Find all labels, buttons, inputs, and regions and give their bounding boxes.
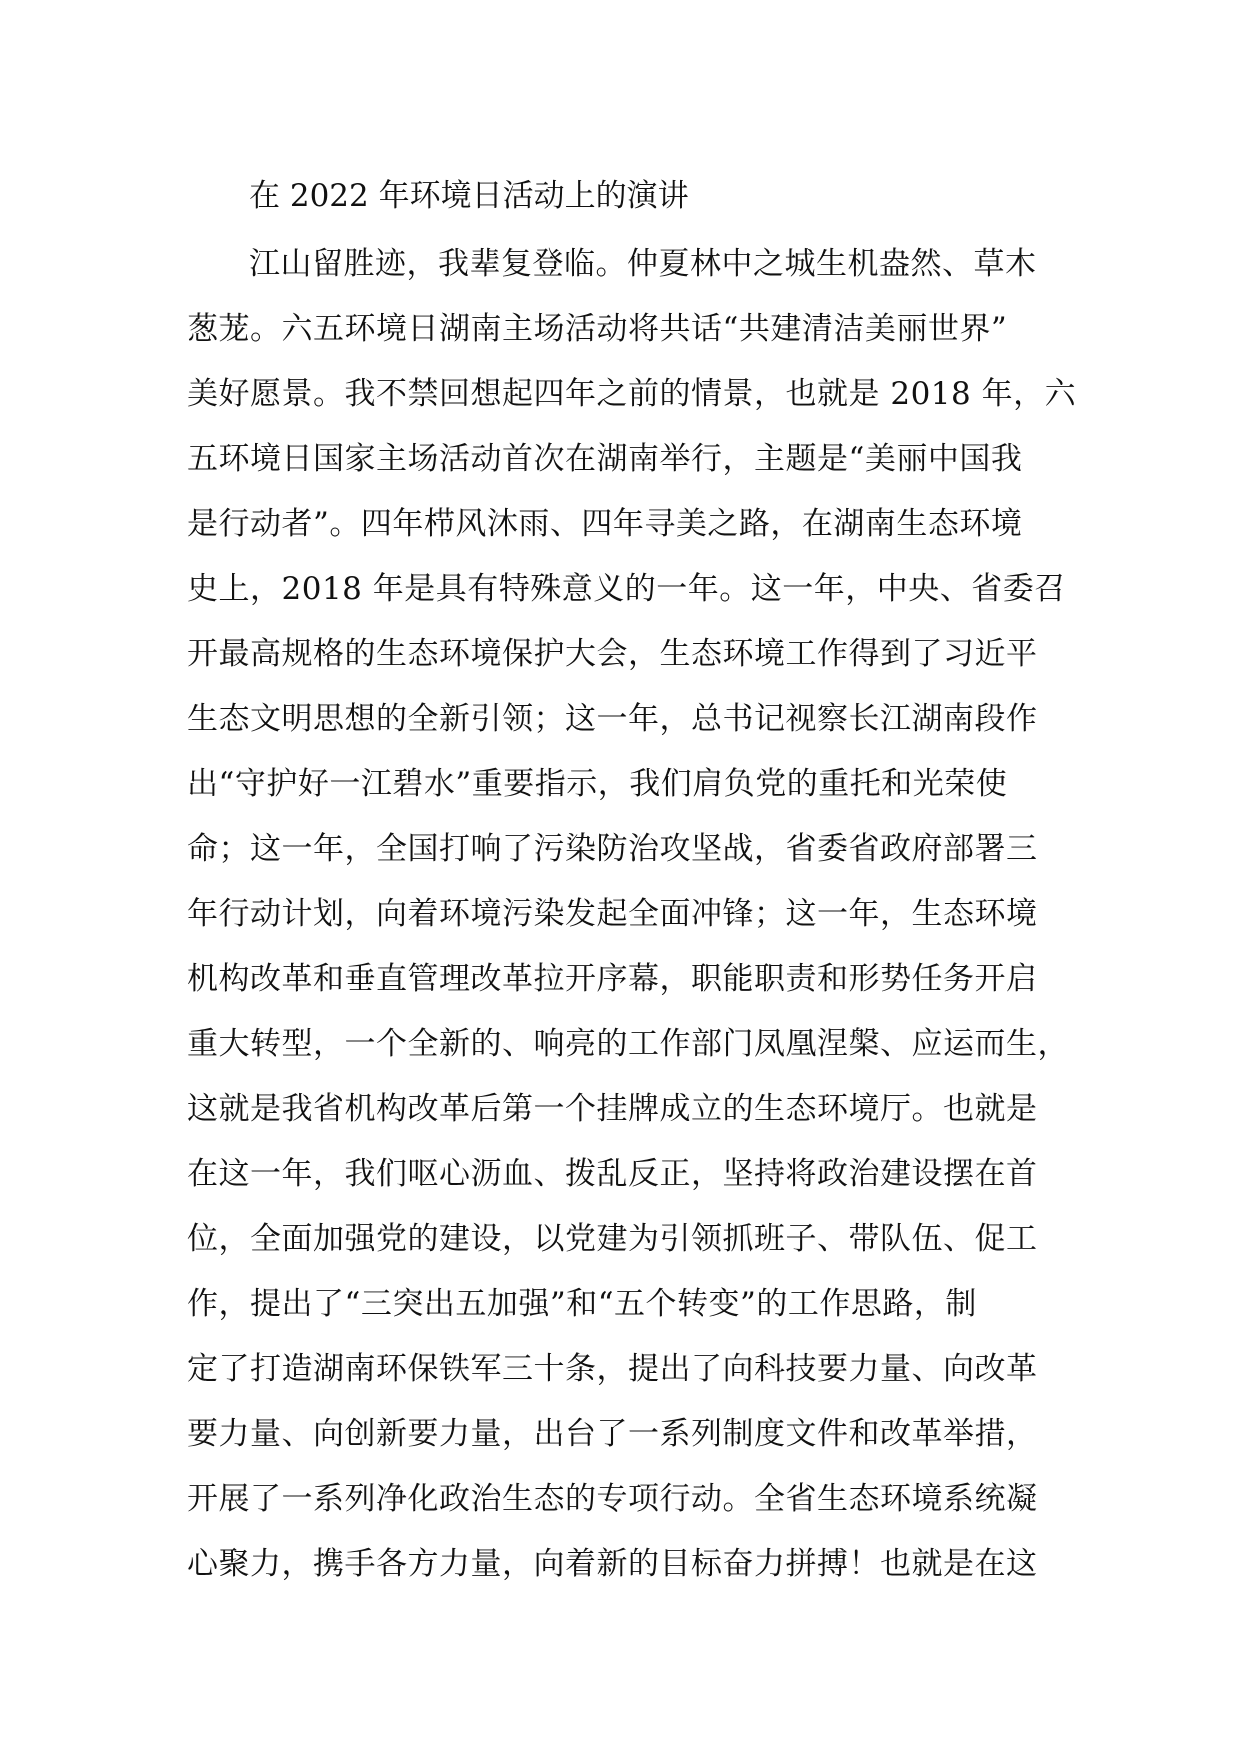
body-line: 葱茏。六五环境日湖南主场活动将共话“共建清洁美丽世界” [187, 311, 1008, 347]
body-line: 出“守护好一江碧水”重要指示，我们肩负党的重托和光荣使 [187, 766, 1008, 802]
body-line: 在这一年，我们呕心沥血、拨乱反正，坚持将政治建设摆在首 [187, 1156, 1038, 1192]
body-line: 美好愿景。我不禁回想起四年之前的情景，也就是 2018 年，六 [187, 376, 1077, 412]
body-line: 命；这一年，全国打响了污染防治攻坚战，省委省政府部署三 [187, 831, 1038, 867]
body-line: 重大转型，一个全新的、响亮的工作部门凤凰涅槃、应运而生， [187, 1026, 1069, 1062]
body-line: 定了打造湖南环保铁军三十条，提出了向科技要力量、向改革 [187, 1351, 1038, 1387]
body-line: 生态文明思想的全新引领；这一年，总书记视察长江湖南段作 [187, 701, 1038, 737]
body-line: 史上，2018 年是具有特殊意义的一年。这一年，中央、省委召 [187, 571, 1066, 607]
body-line: 机构改革和垂直管理改革拉开序幕，职能职责和形势任务开启 [187, 961, 1038, 997]
body-line: 江山留胜迹，我辈复登临。仲夏林中之城生机盎然、草木 [249, 246, 1037, 282]
body-line: 年行动计划，向着环境污染发起全面冲锋；这一年，生态环境 [187, 896, 1038, 932]
body-line: 位，全面加强党的建设，以党建为引领抓班子、带队伍、促工 [187, 1221, 1038, 1257]
body-line: 是行动者”。四年栉风沐雨、四年寻美之路，在湖南生态环境 [187, 506, 1023, 542]
document-title: 在 2022 年环境日活动上的演讲 [249, 178, 689, 214]
body-line: 这就是我省机构改革后第一个挂牌成立的生态环境厅。也就是 [187, 1091, 1038, 1127]
document-body [187, 236, 1077, 1601]
body-line: 作，提出了“三突出五加强”和“五个转变”的工作思路，制 [187, 1286, 977, 1322]
body-line: 开最高规格的生态环境保护大会，生态环境工作得到了习近平 [187, 636, 1038, 672]
body-line: 要力量、向创新要力量，出台了一系列制度文件和改革举措， [187, 1416, 1038, 1452]
body-line: 五环境日国家主场活动首次在湖南举行，主题是“美丽中国我 [187, 441, 1023, 477]
body-line: 心聚力，携手各方力量，向着新的目标奋力拼搏！也就是在这 [187, 1546, 1038, 1582]
body-line: 开展了一系列净化政治生态的专项行动。全省生态环境系统凝 [187, 1481, 1038, 1517]
